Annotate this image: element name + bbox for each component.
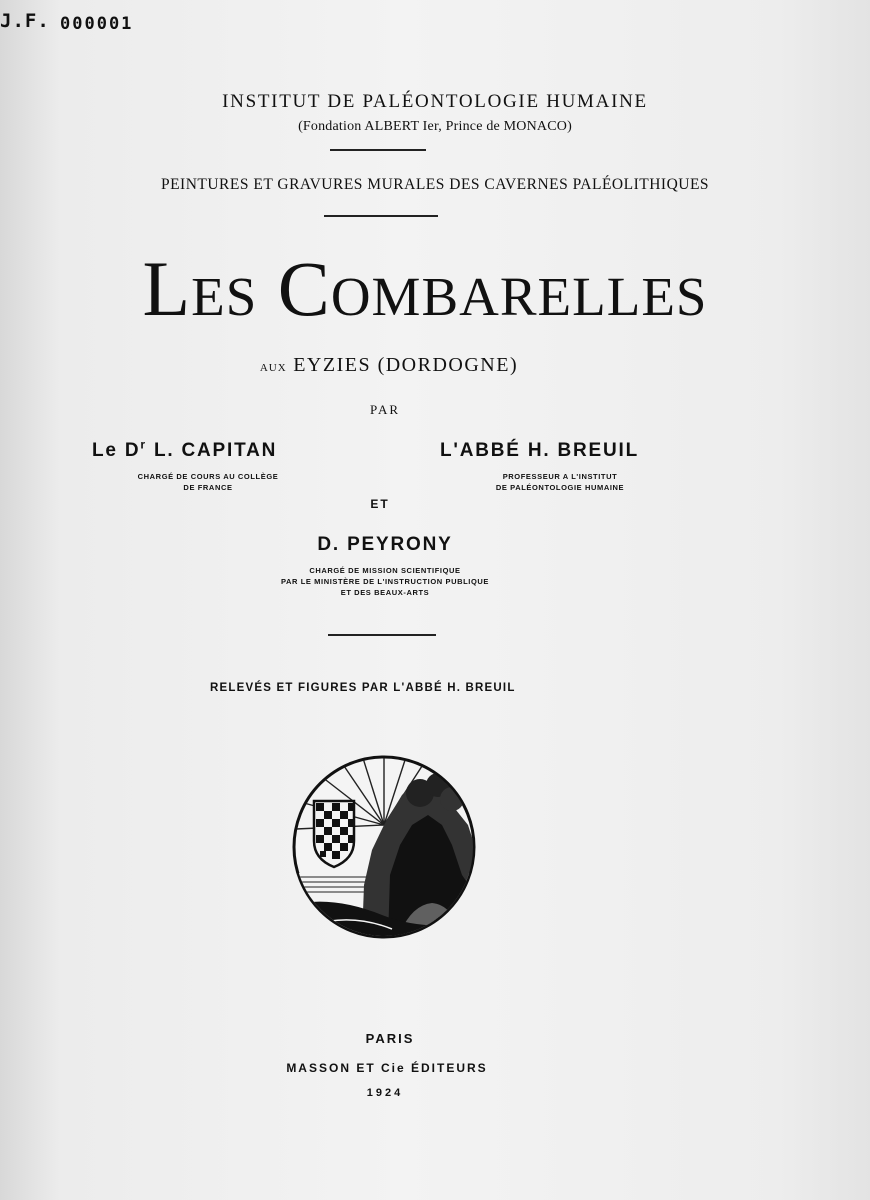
imprint-publisher: MASSON ET Cie ÉDITEURS (286, 1061, 488, 1075)
subtitle (0, 354, 824, 377)
credential-line: DE PALÉONTOLOGIE HUMAINE (495, 483, 625, 492)
credential-line: CHARGÉ DE COURS AU COLLÈGE (137, 472, 279, 481)
subtitle-aux: aux (259, 358, 287, 375)
stamp-number: 000001 (60, 14, 134, 34)
author-prefix: Le D (92, 440, 141, 461)
monaco-shield-cave-emblem-icon (292, 755, 476, 939)
credential-line: PAR LE MINISTÈRE DE L'INSTRUCTION PUBLIQUE (280, 577, 490, 586)
author-name: L'ABBÉ H. BREUIL (440, 440, 640, 461)
credential-line: CHARGÉ DE MISSION SCIENTIFIQUE (309, 566, 461, 575)
author-breuil-credentials (460, 471, 660, 493)
by-label: PAR (369, 402, 401, 417)
main-title (0, 245, 860, 332)
author-name: D. PEYRONY (317, 534, 453, 555)
series-title: PEINTURES ET GRAVURES MURALES DES CAVERNES PALÉOLITHIQUES (160, 176, 710, 193)
divider-3 (328, 634, 436, 636)
credential-line: PROFESSEUR A L'INSTITUT (502, 472, 618, 481)
imprint-place: PARIS (365, 1031, 415, 1046)
institute-name: INSTITUT DE PALÉONTOLOGIE HUMAINE (222, 91, 648, 112)
subtitle-place: EYZIES (DORDOGNE) (293, 354, 519, 376)
author-peyrony-credentials (235, 565, 535, 598)
author-name: L. CAPITAN (153, 440, 278, 461)
author-breuil (440, 440, 639, 462)
illustrations-credit: RELEVÉS ET FIGURES PAR L'ABBÉ H. BREUIL (210, 682, 516, 694)
foundation-line: (Fondation ALBERT Ier, Prince de MONACO) (298, 119, 572, 134)
author-capitan (92, 437, 278, 462)
imprint-year: 1924 (366, 1087, 404, 1099)
author-prefix-sup: r (140, 437, 147, 452)
and-label: ET (370, 497, 390, 511)
divider-1 (330, 149, 426, 151)
credential-line: DE FRANCE (183, 483, 233, 492)
divider-2 (324, 215, 438, 217)
author-capitan-credentials (108, 471, 308, 493)
credential-line: ET DES BEAUX-ARTS (340, 588, 430, 597)
shelfmark-stamp: J.F. (0, 10, 50, 32)
author-peyrony (0, 534, 820, 556)
main-title-text: Les Combarelles (142, 245, 708, 332)
